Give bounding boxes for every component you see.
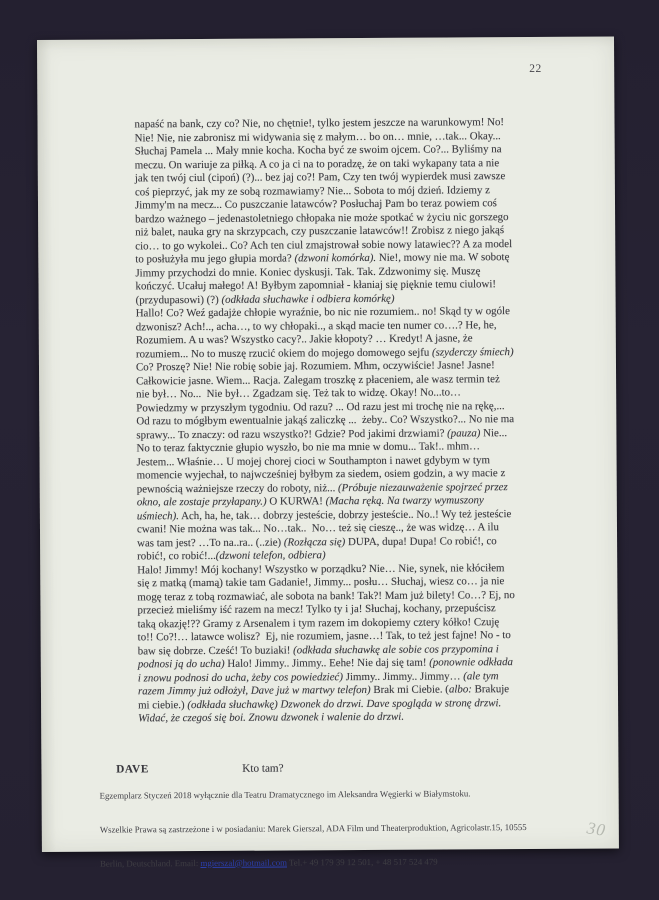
script-line: Co? Proszę? Nie! Nie robię sobie jaj. Rozumiem. Mhm, oczywiście! Jasne! Jasne! <box>135 359 495 374</box>
script-line: Od razu to mógłbym ewentualnie jakąś zaliczkę ... żeby.. Co? Wszystko?... No nie ma <box>136 413 515 428</box>
script-line: taką okazję!?? Gramy z Arsenalem i tym razem im dokopiemy cztery kółko! Czuję <box>137 615 500 630</box>
script-line: coś pieprzyć, jak my ze sobą rozmawiamy? Nie... Sobota to mój dzień. Idziemy z <box>134 183 491 198</box>
script-line: to posłużyła mu jego głupia morda? (dzwoni komórka). Nie!, mowy nie ma. W sobotę <box>135 251 510 266</box>
script-line: Widać, że czegoś się boi. Znowu dzwonek i walenie do drzwi. <box>138 710 405 725</box>
footer-line-1: Egzemplarz Styczeń 2018 wyłącznie dla Teatru Dramatycznego im Aleksandra Węgierki w Białymstoku. <box>99 788 471 802</box>
script-line: bardzo ważnego – jedenastoletniego chłopaka nie może spotkać w życiu nic gorszego <box>135 210 509 225</box>
script-line: Powiedzmy w przyszłym tygodniu. Od razu? ... Od razu jest mi trochę nie na rękę,... <box>136 399 505 414</box>
script-line: niż balet, nauka gry na skrzypcach, czy puszczanie latawców!! Zrobisz z niego jakąś <box>135 224 505 239</box>
script-line: sprawy... To znaczy: od razu wszystko?! Gdzie? Pod jakimi drzwiami? (pauza) Nie... <box>136 426 508 441</box>
document-page <box>37 36 619 869</box>
script-line: Nie! Nie, nie zabronisz mi widywania się z małym… bo on… mnie, …tak... Okay... <box>134 129 501 144</box>
handwritten-page-mark: 30 <box>585 818 608 840</box>
script-line: Halo! Jimmy! Mój kochany! Wszystko w porządku? Nie… Nie, synek, nie kłóciłem <box>137 561 505 576</box>
script-line: meczu. On wariuje za piłką. A co ja ci na to poradzę, że on taki wykapany tata a nie <box>134 156 500 171</box>
script-line: podnosi ją do ucha) Halo! Jimmy.. Jimmy.. Eehe! Nie daj się tam! (ponownie odkłada <box>137 656 514 671</box>
script-line: jak ten twój ciul (cipoń) (?)... bez jaj co?! Pam, Czy ten twój wypierdek musi zawsze <box>134 170 506 185</box>
script-line: mogę teraz z tobą rozmawiać, ale sobota na bank! Tak?! Mam już bilety! Co…? Ej, no <box>137 588 515 603</box>
script-line: pewnością ważniejsze rzeczy do roboty, niż... (Próbuje niezauważenie spojrzeć przez <box>136 480 508 495</box>
script-line: Rozumiem. A u was? Wszystko cacy?.. Jakie kłopoty? … Kredyt! A jasne, że <box>135 332 473 347</box>
script-line: razem Jimmy już odłożył, Dave już w martwy telefon) Brak mi Ciebie. (albo: Brakuje <box>137 683 510 698</box>
script-line: (przydupasowi) (?) (odkłada słuchawke i odbiera komórkę) <box>135 292 395 306</box>
copyright-footer <box>99 766 600 892</box>
script-line: Jimmy przychodzi do mnie. Koniec dyskusji. Tak. Tak. Zdzwonimy się. Muszę <box>135 264 481 279</box>
footer-line-3 <box>100 855 600 869</box>
script-line: robić!, co robić!...(dzwoni telefon, odbiera) <box>137 549 326 563</box>
script-line: napaść na bank, czy co? Nie, no chętnie!, tylko jestem jeszcze na warunkowym! No! <box>134 116 505 131</box>
script-line: momencie wyjechał, to najwcześniej byłbym za siedem, osiem godzin, a wy macie z <box>136 467 506 482</box>
script-line: baw się dobrze. Cześć! To buziaki! (odkłada słuchawkę ale sobie cos przypomina i <box>137 642 499 657</box>
script-line: Słuchaj Pamela ... Mały mnie kocha. Kocha być ze swoim ojcem. Co?... Byliśmy na <box>134 143 502 158</box>
script-line: Jimmy'm na mecz... Co puszczanie latawców? Posłuchaj Pam bo teraz powiem coś <box>134 197 497 212</box>
footer-line-2: Wszelkie Prawa są zastrzeżone i w posiadaniu: Marek Gierszal, ADA Film und Theaterproduktion, Agricolastr.15, 10555 <box>99 822 527 835</box>
script-line: nie był… No... Nie był… Zgadzam się. Też tak to widzę. Okay! No...to… <box>136 386 461 401</box>
script-line: przecież mieliśmy iść razem na mecz! Tylko ty i ja! Słuchaj, kochany, przepuścisz <box>137 602 496 617</box>
footer-line-3-suffix: Tel.+ 49 179 39 12 501, + 48 517 524 479 <box>286 856 438 868</box>
script-line: Całkowicie jasne. Wiem... Racja. Zalegam troszkę z płaceniem, ale wasz termin też <box>136 372 500 387</box>
script-line: i znowu podnosi do ucha, żeby cos powiedzieć) Jimmy.. Jimmy.. Jimmy… (ale tym <box>137 669 499 684</box>
speaker-line: Kto tam? <box>242 762 284 775</box>
script-line: cwani! Nie można was tak... No…tak.. No… też się cieszę.., że was widzę… A ilu <box>136 521 500 536</box>
script-line: uśmiech). Ach, ha, he, tak… dobrzy jesteście, dobrzy jesteście.. No..! Wy też jesteście <box>136 507 512 522</box>
page-number: 22 <box>529 62 542 75</box>
script-line: cio… to go wykolei.. Co? Ach ten ciul zmajstrował sobie nowy latawiec?? A za model <box>135 237 513 252</box>
script-line: mi ciebie.) (odkłada słuchawkę) Dzwonek do drzwi. Dave spogląda w stronę drzwi. <box>138 696 502 711</box>
script-line: No to teraz faktycznie głupio wyszło, bo nie ma mnie w domu... Tak!.. mhm… <box>136 440 481 455</box>
email-link[interactable]: mgierszal@hotmail.com <box>200 857 288 868</box>
script-line: okno, ale zostaje przyłapany.) O KURWA! (Macha ręką. Na twarzy wymuszony <box>136 494 484 509</box>
script-line: to!! Co?!… latawce wolisz? Ej, nie rozumiem, jasne…! Tak, to też jest fajne! No - to <box>137 629 511 644</box>
script-line: rozumiem... No to muszę rzucić okiem do mojego domowego sejfu (szyderczy śmiech) <box>135 345 514 360</box>
script-line: Hallo! Co? Weź gadajże chłopie wyraźnie, bo nic nie rozumiem.. no! Skąd ty w ogóle <box>135 305 510 320</box>
script-line: się z matką (mamą) takie tam Gadanie!, Jimmy... posłu… Słuchaj, wiesz co… ja nie <box>137 575 505 590</box>
script-line: dzwonisz? Ach!.., acha…, to wy chłopaki.., a skąd macie ten numer co….? He, he, <box>135 318 497 333</box>
script-line: kończyć. Ucałuj małego! A! Byłbym zapomniał - kłaniaj się pięknie temu ciulowi! <box>135 278 497 293</box>
speaker-name: DAVE <box>116 763 149 776</box>
footer-line-3-prefix: Berlin, Deutschland. Email: <box>99 857 201 869</box>
script-text-block <box>134 116 570 726</box>
script-line: was tam jest? …To na..ra.. (..zie) (Rozłącza się) DUPA, dupa! Dupa! Co robić!, co <box>137 534 497 549</box>
script-line: Jestem... Właśnie… U mojej chorej cioci w Southampton i nawet gdybym w tym <box>136 453 490 468</box>
